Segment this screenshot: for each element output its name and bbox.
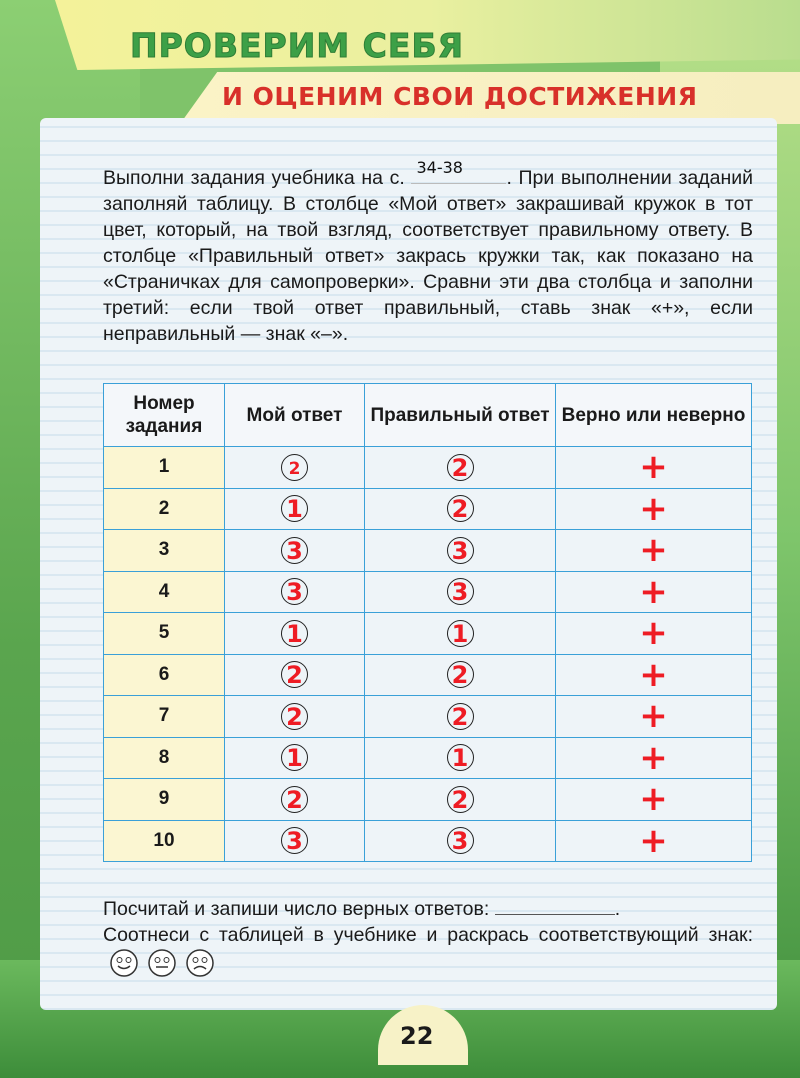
table-row bbox=[104, 654, 752, 696]
result-mark: + bbox=[639, 737, 668, 778]
correct-answer-circle bbox=[447, 578, 474, 605]
my-answer-cell[interactable] bbox=[225, 530, 365, 572]
correct-answer-cell[interactable] bbox=[365, 613, 556, 655]
my-answer-circle bbox=[281, 620, 308, 647]
task-number: 2 bbox=[104, 488, 225, 530]
pages-field[interactable] bbox=[411, 158, 506, 184]
correct-answer-circle bbox=[447, 744, 474, 771]
table-row bbox=[104, 530, 752, 572]
correct-answer-cell[interactable] bbox=[365, 737, 556, 779]
result-mark: + bbox=[639, 779, 668, 820]
table-row bbox=[104, 779, 752, 821]
my-answer-cell[interactable] bbox=[225, 779, 365, 821]
result-cell[interactable] bbox=[556, 447, 752, 489]
correct-answer-value: 2 bbox=[451, 661, 469, 690]
task-number: 5 bbox=[104, 613, 225, 655]
task-number: 8 bbox=[104, 737, 225, 779]
pages-value: 34-38 bbox=[416, 158, 463, 177]
table-row bbox=[104, 571, 752, 613]
my-answer-circle bbox=[281, 495, 308, 522]
header-my-answer: Мой ответ bbox=[225, 384, 365, 447]
result-cell[interactable] bbox=[556, 654, 752, 696]
answers-table bbox=[103, 383, 752, 862]
my-answer-cell[interactable] bbox=[225, 696, 365, 738]
instructions-part1: Выполни задания учебника на с. bbox=[103, 167, 405, 189]
instructions-part2: . При выполнении заданий заполняй таблицу. В столбце «Мой ответ» закрашивай кружок в тот цвет, который, на твой взгляд, соответствует правильному ответу. В столбце «Правильный ответ» закрась кружки так, как показано на «Страничках для самопроверки». Сравни эти два столбца и заполни третий: если твой ответ правильный, ставь знак «+», если неправильный — знак «–». bbox=[103, 167, 754, 345]
my-answer-cell[interactable] bbox=[225, 654, 365, 696]
header-task-number: Номер задания bbox=[104, 384, 225, 447]
result-mark: + bbox=[639, 488, 668, 529]
sad-face-icon[interactable] bbox=[185, 948, 215, 978]
correct-answer-circle bbox=[447, 786, 474, 813]
header-right-wrong: Верно или неверно bbox=[556, 384, 752, 447]
count-prompt: Посчитай и запиши число верных ответов: bbox=[103, 898, 490, 920]
my-answer-cell[interactable] bbox=[225, 488, 365, 530]
correct-answer-value: 2 bbox=[451, 702, 469, 731]
my-answer-value: 2 bbox=[286, 702, 303, 731]
table-row bbox=[104, 447, 752, 489]
correct-answer-circle bbox=[447, 620, 474, 647]
result-cell[interactable] bbox=[556, 820, 752, 862]
correct-answer-cell[interactable] bbox=[365, 820, 556, 862]
my-answer-circle bbox=[281, 786, 308, 813]
table-row bbox=[104, 696, 752, 738]
correct-answer-circle bbox=[447, 703, 474, 730]
my-answer-cell[interactable] bbox=[225, 447, 365, 489]
my-answer-value: 3 bbox=[286, 578, 303, 607]
bottom-text: Посчитай и запиши число верных ответов: . Соотнеси с таблицей в учебнике и раскрась соответствующий знак: bbox=[103, 896, 753, 978]
table-header-row bbox=[104, 384, 752, 447]
correct-answer-circle bbox=[447, 827, 474, 854]
happy-face-icon[interactable] bbox=[109, 948, 139, 978]
result-cell[interactable] bbox=[556, 779, 752, 821]
my-answer-circle bbox=[281, 578, 308, 605]
page-title: ПРОВЕРИМ СЕБЯ bbox=[130, 26, 465, 65]
task-number: 9 bbox=[104, 779, 225, 821]
my-answer-value: 1 bbox=[286, 619, 303, 648]
my-answer-value: 3 bbox=[286, 827, 303, 856]
table-row bbox=[104, 488, 752, 530]
my-answer-cell[interactable] bbox=[225, 737, 365, 779]
correct-answer-circle bbox=[447, 537, 474, 564]
result-cell[interactable] bbox=[556, 530, 752, 572]
correct-answer-cell[interactable] bbox=[365, 488, 556, 530]
correct-answer-circle bbox=[447, 495, 474, 522]
result-cell[interactable] bbox=[556, 488, 752, 530]
correct-answer-cell[interactable] bbox=[365, 530, 556, 572]
header-correct-answer: Правильный ответ bbox=[365, 384, 556, 447]
correct-answer-value: 3 bbox=[451, 536, 469, 565]
my-answer-circle bbox=[281, 827, 308, 854]
task-number: 3 bbox=[104, 530, 225, 572]
my-answer-value: 2 bbox=[286, 785, 303, 814]
page-number: 22 bbox=[400, 1022, 434, 1050]
my-answer-cell[interactable] bbox=[225, 571, 365, 613]
correct-answer-value: 2 bbox=[451, 495, 469, 524]
smiley-options bbox=[109, 948, 215, 978]
task-number: 6 bbox=[104, 654, 225, 696]
table-row bbox=[104, 820, 752, 862]
my-answer-circle bbox=[281, 454, 308, 481]
my-answer-circle bbox=[281, 661, 308, 688]
correct-answer-circle bbox=[447, 661, 474, 688]
count-answer-field[interactable] bbox=[495, 914, 615, 915]
result-cell[interactable] bbox=[556, 737, 752, 779]
result-mark: + bbox=[639, 447, 668, 488]
correct-answer-value: 2 bbox=[451, 785, 469, 814]
my-answer-value: 2 bbox=[288, 458, 301, 479]
my-answer-value: 2 bbox=[286, 661, 303, 690]
correct-answer-value: 1 bbox=[451, 744, 469, 773]
compare-prompt: Соотнеси с таблицей в учебнике и раскрась соответствующий знак: bbox=[103, 924, 753, 946]
result-mark: + bbox=[639, 571, 668, 612]
my-answer-value: 3 bbox=[286, 536, 303, 565]
neutral-face-icon[interactable] bbox=[147, 948, 177, 978]
result-mark: + bbox=[639, 654, 668, 695]
result-cell[interactable] bbox=[556, 613, 752, 655]
correct-answer-value: 2 bbox=[451, 453, 469, 482]
correct-answer-cell[interactable] bbox=[365, 696, 556, 738]
my-answer-value: 1 bbox=[286, 744, 303, 773]
result-mark: + bbox=[639, 820, 668, 861]
correct-answer-value: 3 bbox=[451, 827, 469, 856]
instructions-text bbox=[103, 158, 754, 347]
my-answer-value: 1 bbox=[286, 495, 303, 524]
page-subtitle: И ОЦЕНИМ СВОИ ДОСТИЖЕНИЯ bbox=[222, 82, 698, 111]
table-row bbox=[104, 613, 752, 655]
correct-answer-cell[interactable] bbox=[365, 654, 556, 696]
task-number: 7 bbox=[104, 696, 225, 738]
correct-answer-value: 3 bbox=[451, 578, 469, 607]
my-answer-cell[interactable] bbox=[225, 613, 365, 655]
my-answer-cell[interactable] bbox=[225, 820, 365, 862]
result-cell[interactable] bbox=[556, 696, 752, 738]
correct-answer-cell[interactable] bbox=[365, 571, 556, 613]
task-number: 1 bbox=[104, 447, 225, 489]
result-cell[interactable] bbox=[556, 571, 752, 613]
result-mark: + bbox=[639, 613, 668, 654]
my-answer-circle bbox=[281, 744, 308, 771]
task-number: 10 bbox=[104, 820, 225, 862]
my-answer-circle bbox=[281, 703, 308, 730]
my-answer-circle bbox=[281, 537, 308, 564]
task-number: 4 bbox=[104, 571, 225, 613]
correct-answer-cell[interactable] bbox=[365, 447, 556, 489]
result-mark: + bbox=[639, 696, 668, 737]
result-mark: + bbox=[639, 530, 668, 571]
table-row bbox=[104, 737, 752, 779]
correct-answer-cell[interactable] bbox=[365, 779, 556, 821]
correct-answer-value: 1 bbox=[451, 619, 469, 648]
correct-answer-circle bbox=[447, 454, 474, 481]
